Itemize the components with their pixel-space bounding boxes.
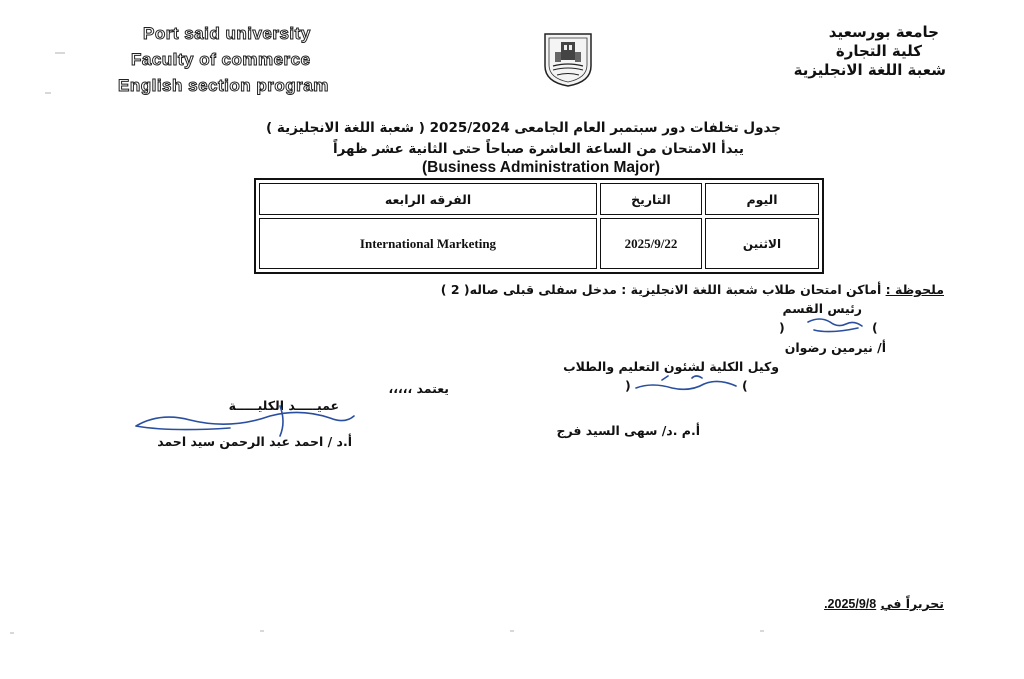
dept-head-name: أ/ نيرمين رضوان [784,340,886,355]
major-title: (Business Administration Major) [422,159,660,176]
header-english-line-3: English section program [118,76,329,95]
dean-title: عميـــــد الكليـــــة [228,398,339,413]
header-arabic-line-3: شعبة اللغة الانجليزية [793,61,946,79]
scan-mark [55,52,65,54]
exam-table [254,178,824,274]
header-date: التاريخ [600,183,702,215]
scan-mark [45,92,51,94]
header-arabic-line-1: جامعة بورسعيد [828,23,939,41]
scan-mark [10,632,14,634]
vice-dean-paren-close: ( [742,378,748,393]
header-arabic-line-2: كلية التجارة [835,42,922,60]
header-english-line-2: Faculty of commerce [131,50,311,69]
dept-head-title: رئيس القسم [782,301,862,316]
scan-mark [760,630,764,632]
university-logo [541,28,595,88]
header-day: اليوم [705,183,819,215]
header-english-line-1: Port said university [143,24,311,43]
vice-dean-signature [632,372,740,400]
vice-dean-paren-open: ) [625,378,631,393]
dean-name: أ.د / احمد عبد الرحمن سيد احمد [157,434,352,449]
table-row [259,218,819,269]
cell-date: 2025/9/22 [600,218,702,269]
vice-dean-name: أ.م .د/ سهى السيد فرج [556,423,700,438]
cell-subject: International Marketing [259,218,597,269]
dept-head-paren-open: ) [779,320,785,335]
issued-date: 2025/9/8. [824,597,877,611]
approved-label: يعتمد ،،،،، [388,381,449,396]
note-label: ملحوظة : [885,282,944,297]
scan-mark [510,630,514,632]
dept-head-signature [800,312,870,340]
schedule-title: جدول تخلفات دور سبتمبر العام الجامعى 2025/2024 ( شعبة اللغة الانجليزية ) [266,120,781,136]
header-grade: الفرقه الرابعه [259,183,597,215]
issued-line [824,596,944,611]
exam-time-line: يبدأ الامتحان من الساعة العاشرة صباحاً حتى الثانية عشر ظهراً [333,141,744,157]
vice-dean-title: وكيل الكلية لشئون التعليم والطلاب [563,359,779,374]
scan-mark [260,630,264,632]
issued-label: تحريراً في [880,596,944,611]
cell-day: الاثنين [705,218,819,269]
note-line [441,282,944,297]
dept-head-paren-close: ( [872,320,878,335]
note-text: أماكن امتحان طلاب شعبة اللغة الانجليزية : مدخل سفلى قبلى صاله( 2 ) [440,282,886,297]
